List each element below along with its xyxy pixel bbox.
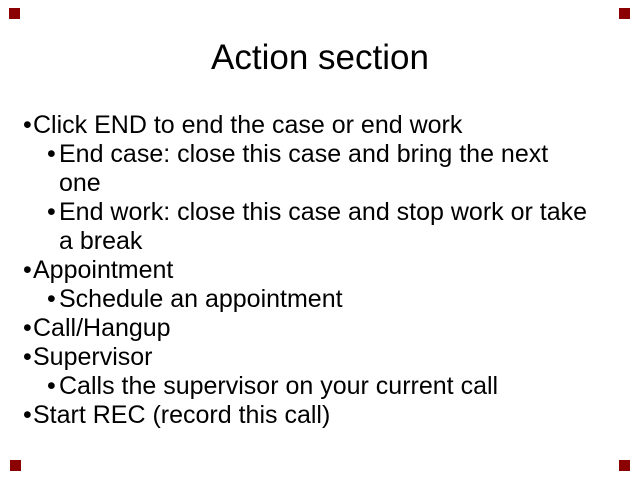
corner-marker-top-left — [9, 8, 20, 19]
bullet-icon: • — [47, 372, 56, 400]
bullet-item-text: one — [59, 169, 101, 197]
corner-marker-bottom-left — [10, 460, 21, 471]
bullet-item — [0, 401, 640, 430]
bullet-item-text: End work: close this case and stop work or take — [59, 198, 588, 226]
bullet-item — [0, 343, 640, 372]
corner-marker-top-right — [619, 8, 630, 19]
bullet-item — [0, 256, 640, 285]
bullet-item-text: a break — [59, 227, 143, 255]
bullet-item-text: Start REC (record this call) — [33, 401, 331, 429]
bullet-item — [0, 111, 640, 140]
bullet-item-text: Click END to end the case or end work — [33, 111, 463, 139]
bullet-icon: • — [47, 140, 56, 168]
bullet-item-continuation — [0, 227, 640, 256]
bullet-item-text: Appointment — [33, 256, 174, 284]
bullet-item — [0, 198, 640, 227]
bullet-icon: • — [23, 111, 32, 139]
bullet-icon: • — [23, 314, 32, 342]
bullet-item — [0, 372, 640, 401]
bullet-item — [0, 140, 640, 169]
slide-body — [0, 111, 640, 430]
bullet-icon: • — [23, 256, 32, 284]
bullet-icon: • — [47, 198, 56, 226]
bullet-item-continuation — [0, 169, 640, 198]
bullet-item-text: End case: close this case and bring the next — [59, 140, 549, 168]
bullet-item-text: Call/Hangup — [33, 314, 171, 342]
bullet-item — [0, 285, 640, 314]
bullet-item-text: Schedule an appointment — [59, 285, 343, 313]
bullet-icon: • — [47, 285, 56, 313]
slide-title: Action section — [211, 38, 429, 77]
bullet-icon: • — [23, 401, 32, 429]
bullet-item-text: Calls the supervisor on your current call — [59, 372, 499, 400]
bullet-item-text: Supervisor — [33, 343, 153, 371]
bullet-icon: • — [23, 343, 32, 371]
bullet-item — [0, 314, 640, 343]
corner-marker-bottom-right — [619, 460, 630, 471]
